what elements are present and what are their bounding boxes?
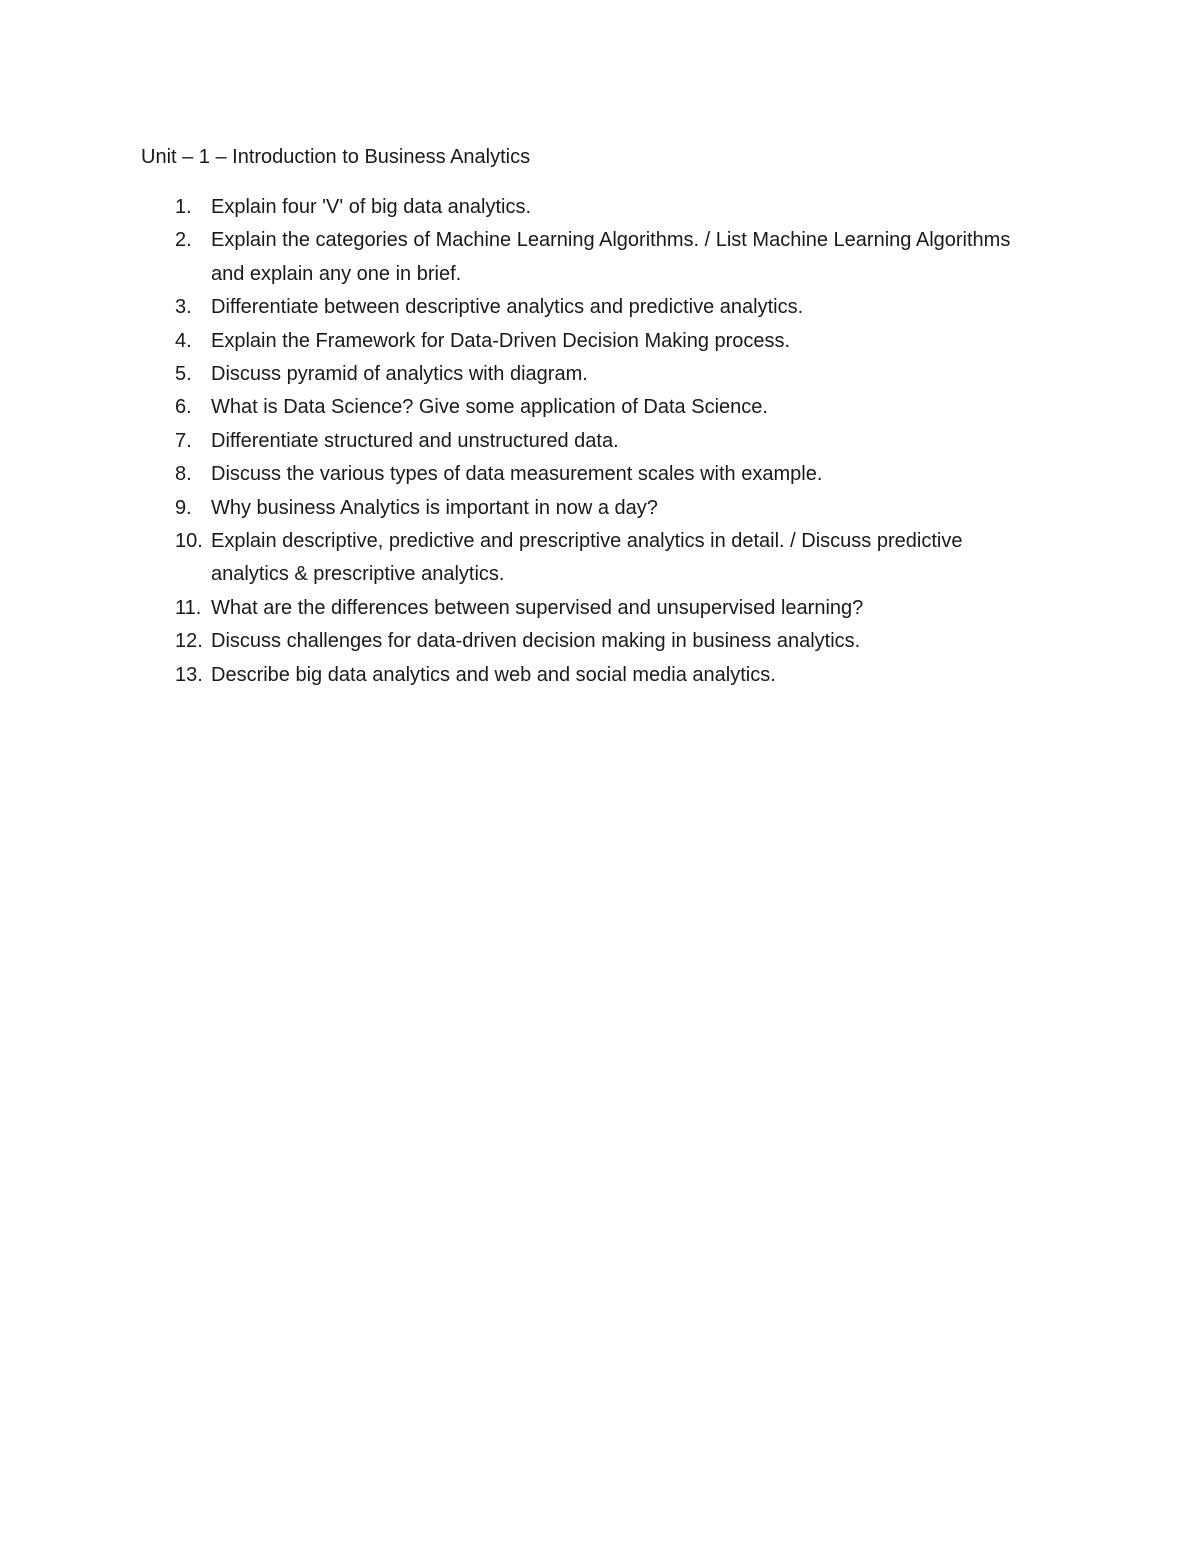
list-item xyxy=(141,492,1041,525)
question-number: 3. xyxy=(175,296,192,319)
question-text: What is Data Science? Give some application of Data Science. xyxy=(211,396,768,419)
list-item xyxy=(141,592,1041,625)
question-text: Explain the categories of Machine Learning Algorithms. / List Machine Learning Algorithms and explain any one in brief. xyxy=(211,229,1011,285)
question-number: 9. xyxy=(175,496,192,519)
question-text: Discuss the various types of data measurement scales with example. xyxy=(211,463,823,486)
question-text: Discuss challenges for data-driven decision making in business analytics. xyxy=(211,630,861,653)
question-number: 10. xyxy=(175,530,203,553)
list-item xyxy=(141,525,1041,592)
question-number: 1. xyxy=(175,196,192,218)
list-item xyxy=(141,425,1041,458)
question-number: 8. xyxy=(175,463,192,486)
question-text: Differentiate between descriptive analytics and predictive analytics. xyxy=(211,296,804,319)
question-text: Why business Analytics is important in now a day? xyxy=(211,496,658,519)
question-number: 2. xyxy=(175,229,192,252)
list-item xyxy=(141,291,1041,324)
question-text: Differentiate structured and unstructured data. xyxy=(211,429,619,452)
question-number: 7. xyxy=(175,429,192,452)
question-number: 6. xyxy=(175,396,192,419)
question-text: Describe big data analytics and web and social media analytics. xyxy=(211,663,776,686)
question-text: What are the differences between supervised and unsupervised learning? xyxy=(211,596,864,619)
question-text: Explain descriptive, predictive and prescriptive analytics in detail. / Discuss predictive analytics & prescriptive analytics. xyxy=(211,530,963,586)
question-number: 11. xyxy=(175,596,202,619)
list-item xyxy=(141,458,1041,491)
question-text: Explain four 'V' of big data analytics. xyxy=(211,196,532,218)
list-item xyxy=(141,625,1041,658)
question-number: 4. xyxy=(175,329,192,352)
list-item xyxy=(141,224,1041,291)
list-item xyxy=(141,358,1041,391)
question-text: Explain the Framework for Data-Driven Decision Making process. xyxy=(211,329,791,352)
question-number: 12. xyxy=(175,630,203,653)
question-text: Discuss pyramid of analytics with diagram. xyxy=(211,363,588,386)
question-number: 5. xyxy=(175,363,192,386)
list-item xyxy=(141,325,1041,358)
document-title: Unit – 1 – Introduction to Business Analytics xyxy=(141,146,531,168)
question-number: 13. xyxy=(175,663,203,686)
list-item xyxy=(141,191,1041,224)
question-list xyxy=(141,191,1041,692)
list-item xyxy=(141,659,1041,692)
list-item xyxy=(141,391,1041,424)
